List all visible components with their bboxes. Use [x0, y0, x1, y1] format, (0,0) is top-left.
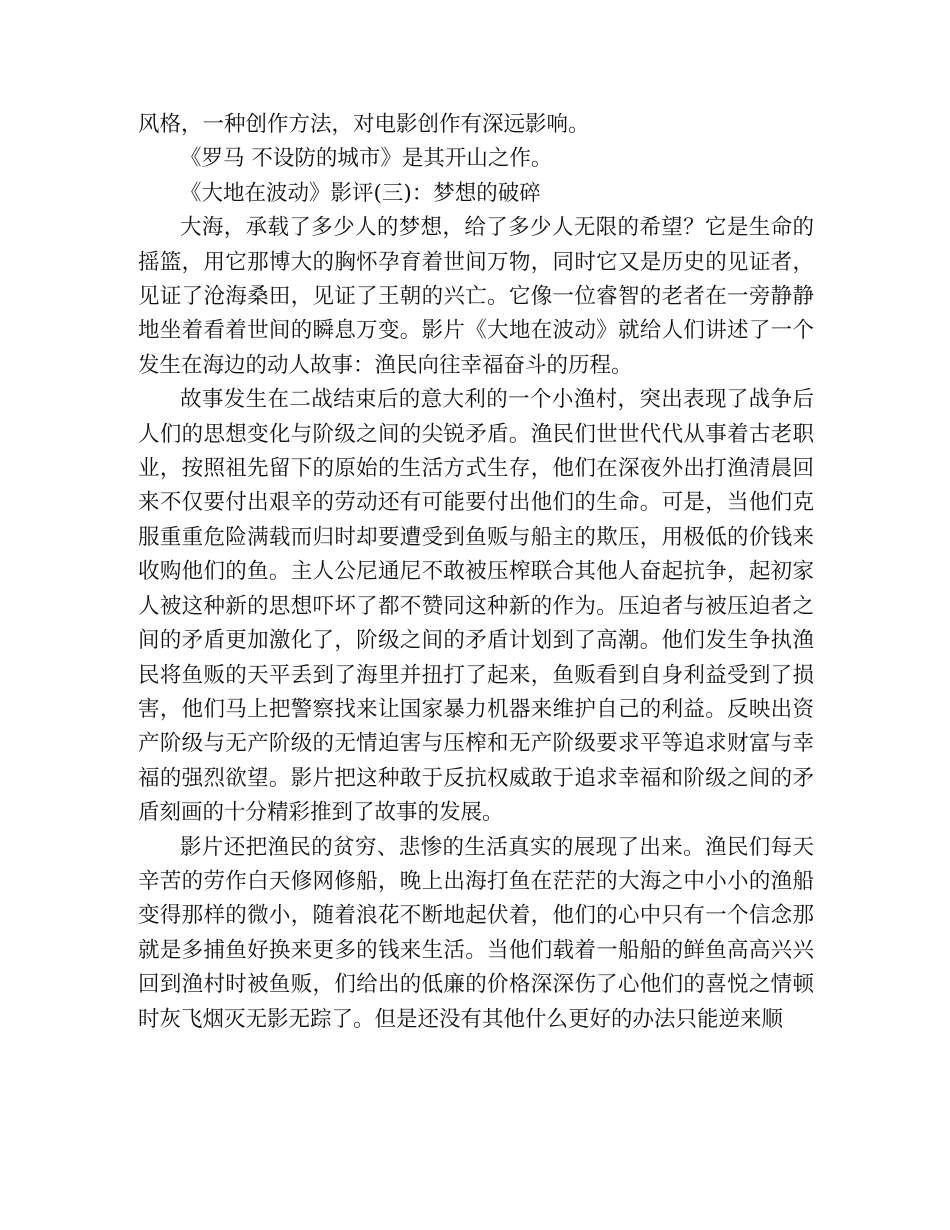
paragraph-sea: 大海，承载了多少人的梦想，给了多少人无限的希望？它是生命的摇篮，用它那博大的胸怀孕育着世间万物，同时它又是历史的见证者，见证了沧海桑田，见证了王朝的兴亡。它像一位睿智的老者在一旁静静地坐着看着世间的瞬息万变。影片《大地在波动》就给人们讲述了一个发生在海边的动人故事：渔民向往幸福奋斗的历程。	[138, 215, 814, 378]
paragraph-story: 故事发生在二战结束后的意大利的一个小渔村，突出表现了战争后人们的思想变化与阶级之间的尖锐矛盾。渔民们世世代代从事着古老职业，按照祖先留下的原始的生活方式生存，他们在深夜外出打渔清晨回来不仅要付出艰辛的劳动还有可能要付出他们的生命。可是，当他们克服重重危险满载而归时却要遭受到鱼贩与船主的欺压，用极低的价钱来收购他们的鱼。主人公尼通尼不敢被压榨联合其他人奋起抗争，起初家人被这种新的思想吓坏了都不赞同这种新的作为。压迫者与被压迫者之间的矛盾更加激化了，阶级之间的矛盾计划到了高潮。他们发生争执渔民将鱼贩的天平丢到了海里并扭打了起来，鱼贩看到自身利益受到了损害，他们马上把警察找来让国家暴力机器来维护自己的利益。反映出资产阶级与无产阶级的无情迫害与压榨和无产阶级要求平等追求财富与幸福的强烈欲望。影片把这种敢于反抗权威敢于追求幸福和阶级之间的矛盾刻画的十分精彩推到了故事的发展。	[138, 387, 814, 826]
document-body	[138, 108, 814, 1037]
intro-work-line: 《罗马 不设防的城市》是其开山之作。	[180, 146, 553, 172]
continuation-line: 风格，一种创作方法，对电影创作有深远影响。	[138, 112, 590, 137]
paragraph-poverty: 影片还把渔民的贫穷、悲惨的生活真实的展现了出来。渔民们每天辛苦的劳作白天修网修船，晚上出海打鱼在茫茫的大海之中小小的渔船变得那样的微小，随着浪花不断地起伏着，他们的心中只有一个信念那就是多捕鱼好换来更多的钱来生活。当他们载着一船船的鲜鱼高高兴兴回到渔村时被鱼贩，们给出的低廉的价格深深伤了心他们的喜悦之情顿时灰飞烟灭无影无踪了。但是还没有其他什么更好的办法只能逆来顺	[138, 834, 814, 1032]
review-title: 《大地在波动》影评(三)：梦想的破碎	[180, 180, 541, 206]
